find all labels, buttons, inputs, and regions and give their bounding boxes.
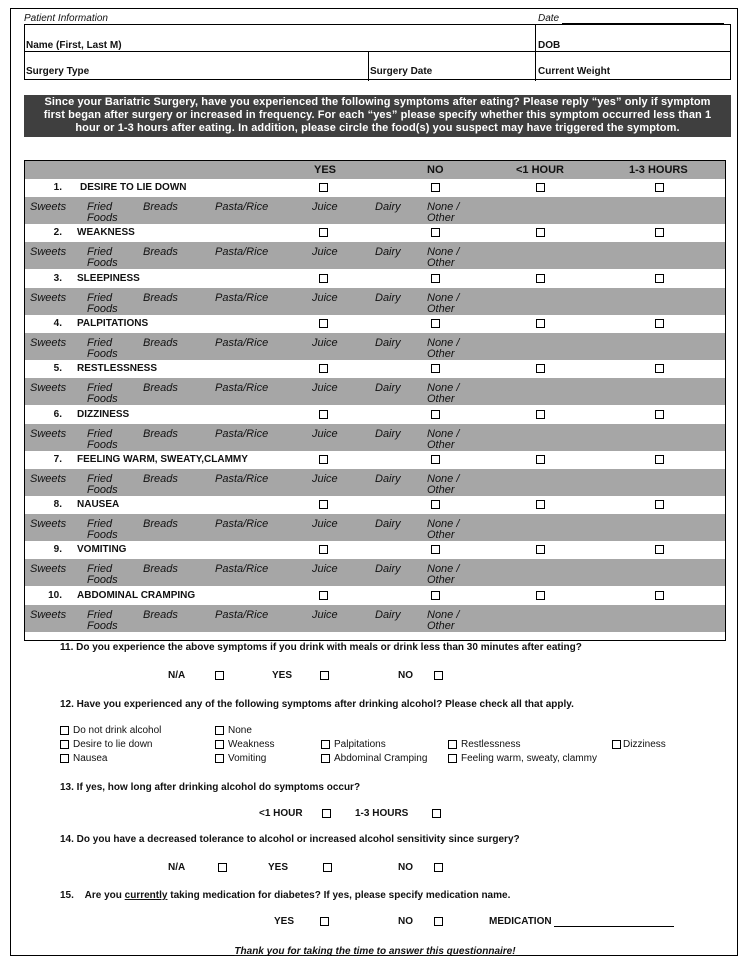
checkbox-no[interactable] xyxy=(431,274,440,283)
food-option-dairy[interactable]: Dairy xyxy=(375,291,401,304)
q15-medication-field[interactable] xyxy=(554,926,674,927)
symptom-number: 6. xyxy=(53,408,62,420)
food-option-fried2[interactable]: Foods xyxy=(87,347,118,360)
food-option-none1[interactable]: None / xyxy=(427,336,460,349)
food-option-fried1[interactable]: Fried xyxy=(87,608,113,621)
food-option-pasta[interactable]: Pasta/Rice xyxy=(215,201,269,213)
food-option-none1[interactable]: None / xyxy=(427,291,460,304)
food-option-fried2[interactable]: Foods xyxy=(87,483,118,496)
food-option-juice[interactable]: Juice xyxy=(312,201,338,213)
q12-nausea-checkbox[interactable] xyxy=(60,754,69,763)
checkbox-yes[interactable] xyxy=(319,274,328,283)
checkbox-lt1-hour[interactable] xyxy=(536,228,545,237)
food-option-fried2[interactable]: Foods xyxy=(87,574,118,587)
symptom-row xyxy=(25,496,725,514)
food-option-none1[interactable]: None / xyxy=(427,563,460,576)
food-option-breads[interactable]: Breads xyxy=(143,291,178,304)
surgery-type-field[interactable]: Surgery Type xyxy=(26,66,90,77)
food-option-juice[interactable]: Juice xyxy=(312,427,338,440)
q12-warm-checkbox[interactable] xyxy=(448,754,457,763)
q11-na-label: N/A xyxy=(168,670,186,681)
patient-information-label: Patient Information xyxy=(24,13,108,24)
symptom-label: SLEEPINESS xyxy=(77,272,140,284)
symptom-label: RESTLESSNESS xyxy=(77,363,158,375)
q11-no-label: NO xyxy=(398,670,413,681)
q15-medication-label: MEDICATION xyxy=(489,916,552,927)
col-no: NO xyxy=(427,164,444,176)
q15-yes-checkbox[interactable] xyxy=(320,917,329,926)
q11-yes-label: YES xyxy=(272,670,293,681)
checkbox-no[interactable] xyxy=(431,545,440,554)
checkbox-lt1-hour[interactable] xyxy=(536,183,545,192)
food-option-breads[interactable]: Breads xyxy=(143,472,178,485)
food-option-dairy[interactable]: Dairy xyxy=(375,427,401,440)
symptom-number: 4. xyxy=(53,317,62,329)
food-option-fried1[interactable]: Fried xyxy=(87,518,113,531)
food-option-sweets[interactable]: Sweets xyxy=(30,427,67,440)
food-option-sweets[interactable]: Sweets xyxy=(30,518,67,531)
food-option-pasta[interactable]: Pasta/Rice xyxy=(215,291,269,304)
q12-cramping-label: Abdominal Cramping xyxy=(334,753,428,764)
food-option-juice[interactable]: Juice xyxy=(312,518,338,531)
q14-na-checkbox[interactable] xyxy=(218,863,227,872)
food-option-none2[interactable]: Other xyxy=(427,302,455,315)
q12-lie-down-label: Desire to lie down xyxy=(73,739,153,750)
symptom-label: WEAKNESS xyxy=(77,227,135,239)
symptom-row xyxy=(25,541,725,559)
q15-text xyxy=(60,890,510,901)
symptom-grid xyxy=(24,160,726,641)
food-option-breads[interactable]: Breads xyxy=(143,427,178,440)
symptom-row xyxy=(25,451,725,469)
q15-no-checkbox[interactable] xyxy=(434,917,443,926)
q13-lt1-label: <1 HOUR xyxy=(259,808,303,819)
food-option-breads[interactable]: Breads xyxy=(143,608,178,621)
symptom-row xyxy=(25,179,725,197)
q12-restlessness-label: Restlessness xyxy=(461,739,521,750)
food-option-fried1[interactable]: Fried xyxy=(87,427,113,440)
food-option-fried1[interactable]: Fried xyxy=(87,563,113,576)
col-yes: YES xyxy=(314,164,337,176)
food-row xyxy=(25,288,725,315)
symptom-row xyxy=(25,315,725,333)
col-lt1-hour: <1 HOUR xyxy=(516,164,564,176)
food-row xyxy=(25,514,725,541)
food-option-breads[interactable]: Breads xyxy=(143,246,178,259)
q11-text: 11. Do you experience the above symptoms if you drink with meals or drink less than 30 minutes after eating? xyxy=(60,642,582,653)
food-option-none2[interactable]: Other xyxy=(427,347,455,360)
food-option-fried1[interactable]: Fried xyxy=(87,201,113,213)
food-option-fried1[interactable]: Fried xyxy=(87,291,113,304)
food-option-none2[interactable]: Other xyxy=(427,574,455,587)
food-option-fried2[interactable]: Foods xyxy=(87,257,118,270)
q13-1-3-label: 1-3 HOURS xyxy=(355,808,409,819)
current-weight-field[interactable]: Current Weight xyxy=(538,66,611,77)
checkbox-no[interactable] xyxy=(431,319,440,328)
q12-restlessness-checkbox[interactable] xyxy=(448,740,457,749)
q11-na-checkbox[interactable] xyxy=(215,671,224,680)
food-row xyxy=(25,469,725,496)
q12-weakness-label: Weakness xyxy=(228,739,275,750)
food-option-fried1[interactable]: Fried xyxy=(87,472,113,485)
q11-no-checkbox[interactable] xyxy=(434,671,443,680)
checkbox-1-3-hours[interactable] xyxy=(655,545,664,554)
food-option-none2[interactable]: Other xyxy=(427,529,455,542)
checkbox-yes[interactable] xyxy=(319,183,328,192)
q15-pre: Are you xyxy=(84,890,125,901)
food-row xyxy=(25,605,725,632)
food-option-fried1[interactable]: Fried xyxy=(87,382,113,395)
food-option-pasta[interactable]: Pasta/Rice xyxy=(215,563,269,576)
q14-yes-checkbox[interactable] xyxy=(323,863,332,872)
surgery-date-field[interactable]: Surgery Date xyxy=(370,66,433,77)
food-option-juice[interactable]: Juice xyxy=(312,563,338,576)
q15-num: 15. xyxy=(60,890,74,901)
food-option-none2[interactable]: Other xyxy=(427,257,455,270)
name-field[interactable]: Name (First, Last M) xyxy=(26,40,122,51)
dob-field[interactable]: DOB xyxy=(538,40,561,51)
food-option-none1[interactable]: None / xyxy=(427,201,460,213)
q13-lt1-checkbox[interactable] xyxy=(322,809,331,818)
symptom-label: DESIRE TO LIE DOWN xyxy=(80,182,187,193)
food-option-dairy[interactable]: Dairy xyxy=(375,246,401,259)
q12-weakness-checkbox[interactable] xyxy=(215,740,224,749)
checkbox-yes[interactable] xyxy=(319,591,328,600)
q12-none-checkbox[interactable] xyxy=(215,726,224,735)
q12-cramping-checkbox[interactable] xyxy=(321,754,330,763)
food-row xyxy=(25,378,725,405)
q12-dizziness-label: Dizziness xyxy=(623,739,666,750)
q12-vomiting-label: Vomiting xyxy=(228,753,267,764)
q14-no-label: NO xyxy=(398,862,413,873)
checkbox-lt1-hour[interactable] xyxy=(536,274,545,283)
food-option-sweets[interactable]: Sweets xyxy=(30,336,67,349)
banner-line-3: hour or 1-3 hours after eating. In addition, please circle the food(s) you suspect may have triggered the symptom. xyxy=(75,122,680,134)
checkbox-yes[interactable] xyxy=(319,410,328,419)
food-row xyxy=(25,559,725,586)
checkbox-no[interactable] xyxy=(431,591,440,600)
food-option-none1[interactable]: None / xyxy=(427,608,460,621)
food-option-none1[interactable]: None / xyxy=(427,518,460,531)
food-option-fried2[interactable]: Foods xyxy=(87,529,118,542)
checkbox-yes[interactable] xyxy=(319,228,328,237)
food-option-sweets[interactable]: Sweets xyxy=(30,382,67,395)
q12-nausea-label: Nausea xyxy=(73,753,108,764)
food-option-fried1[interactable]: Fried xyxy=(87,246,113,259)
symptom-row xyxy=(25,587,725,605)
symptom-label: ABDOMINAL CRAMPING xyxy=(77,589,196,601)
food-option-pasta[interactable]: Pasta/Rice xyxy=(215,427,269,440)
food-option-none2[interactable]: Other xyxy=(427,212,455,224)
food-option-fried2[interactable]: Foods xyxy=(87,393,118,406)
symptom-number: 9. xyxy=(53,544,62,556)
checkbox-yes[interactable] xyxy=(319,500,328,509)
food-option-none1[interactable]: None / xyxy=(427,427,460,440)
food-option-pasta[interactable]: Pasta/Rice xyxy=(215,336,269,349)
checkbox-1-3-hours[interactable] xyxy=(655,228,664,237)
checkbox-1-3-hours[interactable] xyxy=(655,455,664,464)
food-option-dairy[interactable]: Dairy xyxy=(375,472,401,485)
food-option-breads[interactable]: Breads xyxy=(143,518,178,531)
q14-yes-label: YES xyxy=(268,862,289,873)
food-option-none1[interactable]: None / xyxy=(427,472,460,485)
date-label: Date xyxy=(538,13,560,24)
food-option-none1[interactable]: None / xyxy=(427,246,460,259)
food-option-dairy[interactable]: Dairy xyxy=(375,563,401,576)
q12-lie-down-checkbox[interactable] xyxy=(60,740,69,749)
food-option-sweets[interactable]: Sweets xyxy=(30,563,67,576)
food-option-pasta[interactable]: Pasta/Rice xyxy=(215,472,269,485)
checkbox-lt1-hour[interactable] xyxy=(536,364,545,373)
food-option-none2[interactable]: Other xyxy=(427,619,455,632)
banner-line-1: Since your Bariatric Surgery, have you experienced the following symptoms after eating? Please reply “yes” only if symptom xyxy=(44,96,711,108)
food-option-pasta[interactable]: Pasta/Rice xyxy=(215,518,269,531)
q12-no-alcohol-checkbox[interactable] xyxy=(60,726,69,735)
food-option-breads[interactable]: Breads xyxy=(143,336,178,349)
food-option-sweets[interactable]: Sweets xyxy=(30,246,67,259)
symptom-label: NAUSEA xyxy=(77,499,120,511)
checkbox-1-3-hours[interactable] xyxy=(655,183,664,192)
q12-palpitations-checkbox[interactable] xyxy=(321,740,330,749)
food-option-breads[interactable]: Breads xyxy=(143,201,178,213)
banner-line-2: first began after surgery or increased in frequency. For each “yes” please specify whether this symptom occurred less than 1 xyxy=(43,109,712,121)
q12-palpitations-label: Palpitations xyxy=(334,739,386,750)
checkbox-1-3-hours[interactable] xyxy=(655,591,664,600)
checkbox-lt1-hour[interactable] xyxy=(536,319,545,328)
checkbox-1-3-hours[interactable] xyxy=(655,274,664,283)
q13-text: 13. If yes, how long after drinking alcohol do symptoms occur? xyxy=(60,782,361,793)
food-option-breads[interactable]: Breads xyxy=(143,382,178,395)
symptom-row xyxy=(25,360,725,378)
food-option-pasta[interactable]: Pasta/Rice xyxy=(215,382,269,395)
checkbox-lt1-hour[interactable] xyxy=(536,545,545,554)
checkbox-1-3-hours[interactable] xyxy=(655,500,664,509)
q12-none-label: None xyxy=(228,725,252,736)
food-option-none1[interactable]: None / xyxy=(427,382,460,395)
checkbox-yes[interactable] xyxy=(319,364,328,373)
q12-warm-label: Feeling warm, sweaty, clammy xyxy=(461,753,597,764)
food-option-pasta[interactable]: Pasta/Rice xyxy=(215,608,269,621)
symptom-row xyxy=(25,224,725,242)
checkbox-no[interactable] xyxy=(431,228,440,237)
food-row xyxy=(25,333,725,360)
food-option-juice[interactable]: Juice xyxy=(312,291,338,304)
checkbox-1-3-hours[interactable] xyxy=(655,364,664,373)
symptom-label: VOMITING xyxy=(77,544,127,556)
food-option-none2[interactable]: Other xyxy=(427,438,455,451)
checkbox-yes[interactable] xyxy=(319,319,328,328)
q12-text: 12. Have you experienced any of the following symptoms after drinking alcohol? Please check all that apply. xyxy=(60,699,574,710)
food-option-sweets[interactable]: Sweets xyxy=(30,291,67,304)
food-option-juice[interactable]: Juice xyxy=(312,382,338,395)
patient-info-table xyxy=(24,24,731,80)
food-option-juice[interactable]: Juice xyxy=(312,472,338,485)
food-option-juice[interactable]: Juice xyxy=(312,608,338,621)
symptom-label: DIZZINESS xyxy=(77,408,130,420)
symptom-label: PALPITATIONS xyxy=(77,317,149,329)
food-option-sweets[interactable]: Sweets xyxy=(30,472,67,485)
q15-yes-label: YES xyxy=(274,916,295,927)
symptom-label: FEELING WARM, SWEATY,CLAMMY xyxy=(77,453,248,465)
food-option-fried2[interactable]: Foods xyxy=(87,619,118,632)
q14-na-label: N/A xyxy=(168,862,186,873)
checkbox-no[interactable] xyxy=(431,183,440,192)
q11-yes-checkbox[interactable] xyxy=(320,671,329,680)
food-option-dairy[interactable]: Dairy xyxy=(375,382,401,395)
symptom-number: 5. xyxy=(53,363,62,375)
q15-no-label: NO xyxy=(398,916,413,927)
checkbox-1-3-hours[interactable] xyxy=(655,319,664,328)
food-option-fried2[interactable]: Foods xyxy=(87,302,118,315)
symptom-row xyxy=(25,270,725,288)
food-option-dairy[interactable]: Dairy xyxy=(375,336,401,349)
food-option-fried2[interactable]: Foods xyxy=(87,438,118,451)
symptom-number: 10. xyxy=(48,589,62,601)
symptom-number: 7. xyxy=(53,453,62,465)
food-option-sweets[interactable]: Sweets xyxy=(30,608,67,621)
q14-text: 14. Do you have a decreased tolerance to alcohol or increased alcohol sensitivity since surgery? xyxy=(60,834,520,845)
q15-underlined: currently xyxy=(124,890,168,901)
food-option-dairy[interactable]: Dairy xyxy=(375,608,401,621)
food-option-sweets[interactable]: Sweets xyxy=(30,201,67,213)
food-option-none2[interactable]: Other xyxy=(427,393,455,406)
food-option-pasta[interactable]: Pasta/Rice xyxy=(215,246,269,259)
thank-you-note: Thank you for taking the time to answer this questionnaire! xyxy=(234,946,516,957)
symptom-row xyxy=(25,406,725,424)
checkbox-no[interactable] xyxy=(431,500,440,509)
col-1-3-hours: 1-3 HOURS xyxy=(629,164,688,176)
q13-1-3-checkbox[interactable] xyxy=(432,809,441,818)
q14-no-checkbox[interactable] xyxy=(434,863,443,872)
food-option-dairy[interactable]: Dairy xyxy=(375,201,401,213)
food-option-none2[interactable]: Other xyxy=(427,483,455,496)
food-option-dairy[interactable]: Dairy xyxy=(375,518,401,531)
food-option-juice[interactable]: Juice xyxy=(312,246,338,259)
checkbox-lt1-hour[interactable] xyxy=(536,455,545,464)
checkbox-yes[interactable] xyxy=(319,455,328,464)
checkbox-lt1-hour[interactable] xyxy=(536,591,545,600)
food-option-fried2[interactable]: Foods xyxy=(87,212,118,224)
food-row xyxy=(25,197,725,224)
food-option-juice[interactable]: Juice xyxy=(312,336,338,349)
checkbox-no[interactable] xyxy=(431,455,440,464)
checkbox-1-3-hours[interactable] xyxy=(655,410,664,419)
symptom-number: 8. xyxy=(53,499,62,511)
symptom-number: 2. xyxy=(53,227,62,239)
symptom-number: 3. xyxy=(53,272,62,284)
food-option-fried1[interactable]: Fried xyxy=(87,336,113,349)
checkbox-no[interactable] xyxy=(431,364,440,373)
food-option-breads[interactable]: Breads xyxy=(143,563,178,576)
checkbox-lt1-hour[interactable] xyxy=(536,500,545,509)
checkbox-lt1-hour[interactable] xyxy=(536,410,545,419)
grid-header xyxy=(25,161,725,179)
food-row xyxy=(25,424,725,451)
q15-post: taking medication for diabetes? If yes, please specify medication name. xyxy=(167,890,511,901)
q12-vomiting-checkbox[interactable] xyxy=(215,754,224,763)
food-row xyxy=(25,242,725,269)
checkbox-no[interactable] xyxy=(431,410,440,419)
checkbox-yes[interactable] xyxy=(319,545,328,554)
q12-no-alcohol-label: Do not drink alcohol xyxy=(73,725,162,736)
symptom-number: 1. xyxy=(53,182,62,193)
q12-dizziness-checkbox[interactable] xyxy=(612,740,621,749)
instructions-banner xyxy=(24,95,731,137)
